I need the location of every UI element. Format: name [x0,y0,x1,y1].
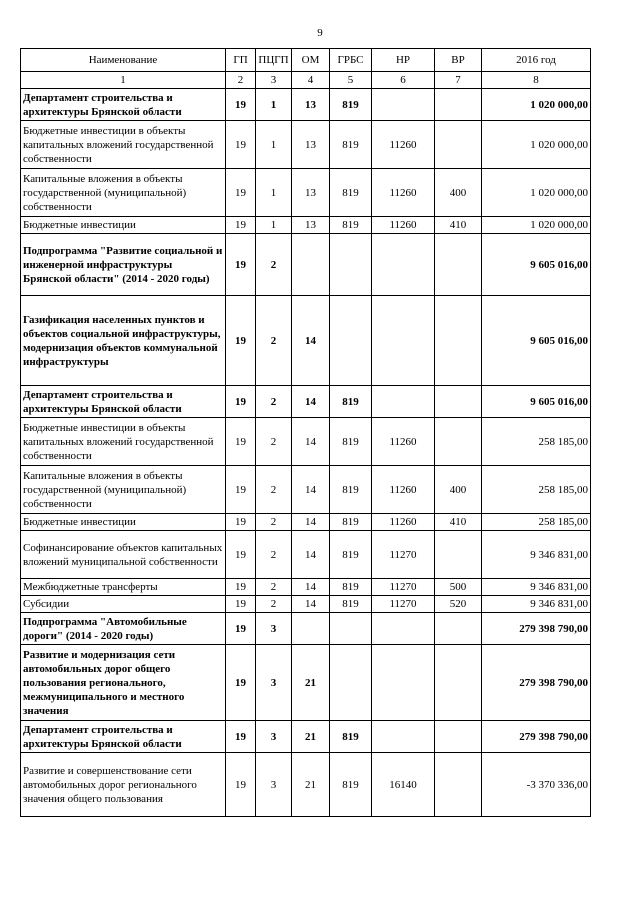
row-grbs: 819 [330,596,372,613]
row-grbs [330,613,372,645]
row-grbs: 819 [330,217,372,234]
row-nr [372,296,435,386]
table-row [21,466,591,514]
row-pgp: 3 [256,645,292,721]
row-gp: 19 [226,386,256,418]
row-amount: 279 398 790,00 [482,645,591,721]
row-vr: 410 [435,217,482,234]
row-amount: 9 605 016,00 [482,234,591,296]
row-grbs: 819 [330,386,372,418]
row-nr: 11270 [372,531,435,579]
row-gp: 19 [226,613,256,645]
row-grbs: 819 [330,466,372,514]
row-pgp: 3 [256,721,292,753]
row-name: Развитие и совершенствование сети автомобильных дорог регионального значения общего пользования [21,753,226,817]
row-om: 14 [292,531,330,579]
row-gp: 19 [226,89,256,121]
column-number: 1 [21,72,226,89]
budget-table [20,48,591,817]
row-gp: 19 [226,721,256,753]
table-row [21,753,591,817]
row-grbs: 819 [330,531,372,579]
row-amount: 9 346 831,00 [482,596,591,613]
row-nr [372,645,435,721]
column-number: 8 [482,72,591,89]
row-pgp: 2 [256,514,292,531]
row-vr: 410 [435,514,482,531]
column-number: 5 [330,72,372,89]
row-amount: 258 185,00 [482,418,591,466]
row-vr [435,721,482,753]
row-name: Бюджетные инвестиции в объекты капитальных вложений государственной собственности [21,418,226,466]
row-amount: 9 346 831,00 [482,579,591,596]
row-grbs: 819 [330,89,372,121]
row-nr [372,613,435,645]
row-amount: 9 605 016,00 [482,296,591,386]
row-amount: 1 020 000,00 [482,217,591,234]
row-om [292,613,330,645]
row-name: Департамент строительства и архитектуры Брянской области [21,89,226,121]
row-pgp: 2 [256,234,292,296]
row-pgp: 1 [256,89,292,121]
row-gp: 19 [226,217,256,234]
row-om: 14 [292,579,330,596]
row-gp: 19 [226,514,256,531]
row-name: Подпрограмма "Автомобильные дороги" (2014 - 2020 годы) [21,613,226,645]
row-pgp: 3 [256,613,292,645]
row-name: Капитальные вложения в объекты государственной (муниципальной) собственности [21,466,226,514]
table-row [21,613,591,645]
row-pgp: 2 [256,296,292,386]
row-nr: 11260 [372,121,435,169]
row-pgp: 2 [256,466,292,514]
table-row [21,89,591,121]
row-pgp: 3 [256,753,292,817]
table-row [21,645,591,721]
row-om: 14 [292,418,330,466]
column-number: 3 [256,72,292,89]
row-name: Бюджетные инвестиции в объекты капитальных вложений государственной собственности [21,121,226,169]
row-name: Бюджетные инвестиции [21,217,226,234]
row-om: 13 [292,89,330,121]
row-nr: 11260 [372,466,435,514]
header-om: ОМ [292,49,330,72]
row-vr: 520 [435,596,482,613]
row-pgp: 2 [256,418,292,466]
page-number: 9 [317,27,323,39]
header-grbs: ГРБС [330,49,372,72]
row-grbs: 819 [330,169,372,217]
row-om: 13 [292,121,330,169]
table-row [21,121,591,169]
row-amount: 1 020 000,00 [482,121,591,169]
row-name: Департамент строительства и архитектуры Брянской области [21,386,226,418]
row-gp: 19 [226,234,256,296]
row-nr [372,234,435,296]
row-nr [372,721,435,753]
row-grbs: 819 [330,753,372,817]
row-name: Бюджетные инвестиции [21,514,226,531]
row-amount: 279 398 790,00 [482,613,591,645]
row-vr: 400 [435,466,482,514]
row-gp: 19 [226,579,256,596]
row-pgp: 1 [256,169,292,217]
table-row [21,579,591,596]
row-om: 14 [292,386,330,418]
row-pgp: 2 [256,531,292,579]
row-pgp: 1 [256,217,292,234]
row-name: Развитие и модернизация сети автомобильных дорог общего пользования регионального, межмуниципального и местного значения [21,645,226,721]
row-name: Субсидии [21,596,226,613]
table-row [21,418,591,466]
row-vr: 400 [435,169,482,217]
row-om [292,234,330,296]
row-pgp: 1 [256,121,292,169]
row-grbs [330,645,372,721]
row-gp: 19 [226,418,256,466]
table-row [21,169,591,217]
column-number: 4 [292,72,330,89]
header-vr: ВР [435,49,482,72]
row-gp: 19 [226,296,256,386]
row-nr: 11260 [372,169,435,217]
row-name: Капитальные вложения в объекты государственной (муниципальной) собственности [21,169,226,217]
row-nr [372,386,435,418]
row-amount: -3 370 336,00 [482,753,591,817]
row-vr [435,234,482,296]
row-gp: 19 [226,596,256,613]
row-vr [435,121,482,169]
row-grbs: 819 [330,121,372,169]
table-row [21,234,591,296]
row-om: 21 [292,721,330,753]
row-nr: 11260 [372,418,435,466]
header-pgp: ПЦГП [256,49,292,72]
row-vr [435,645,482,721]
row-gp: 19 [226,753,256,817]
row-amount: 258 185,00 [482,514,591,531]
row-pgp: 2 [256,386,292,418]
row-amount: 9 346 831,00 [482,531,591,579]
table-row [21,217,591,234]
row-gp: 19 [226,466,256,514]
header-name: Наименование [21,49,226,72]
header-nr: НР [372,49,435,72]
row-name: Департамент строительства и архитектуры Брянской области [21,721,226,753]
table-row [21,386,591,418]
row-om: 14 [292,514,330,531]
row-vr [435,89,482,121]
row-om: 21 [292,645,330,721]
row-name: Межбюджетные трансферты [21,579,226,596]
row-vr [435,531,482,579]
row-nr: 11270 [372,596,435,613]
row-amount: 9 605 016,00 [482,386,591,418]
table-header-row [21,49,591,72]
row-vr [435,296,482,386]
table-row [21,596,591,613]
row-grbs: 819 [330,721,372,753]
column-number-row [21,72,591,89]
column-number: 6 [372,72,435,89]
row-om: 13 [292,169,330,217]
table-row [21,514,591,531]
row-gp: 19 [226,121,256,169]
row-grbs: 819 [330,418,372,466]
table-row [21,531,591,579]
column-number: 2 [226,72,256,89]
row-grbs [330,234,372,296]
row-grbs: 819 [330,579,372,596]
row-om: 13 [292,217,330,234]
row-pgp: 2 [256,579,292,596]
row-om: 14 [292,466,330,514]
row-vr: 500 [435,579,482,596]
row-amount: 1 020 000,00 [482,89,591,121]
row-amount: 258 185,00 [482,466,591,514]
row-name: Софинансирование объектов капитальных вложений муниципальной собственности [21,531,226,579]
row-om: 14 [292,596,330,613]
row-grbs: 819 [330,514,372,531]
header-year: 2016 год [482,49,591,72]
table-row [21,721,591,753]
row-nr [372,89,435,121]
row-nr: 11260 [372,514,435,531]
row-amount: 1 020 000,00 [482,169,591,217]
table-row [21,296,591,386]
row-gp: 19 [226,531,256,579]
row-nr: 16140 [372,753,435,817]
row-gp: 19 [226,169,256,217]
row-gp: 19 [226,645,256,721]
row-vr [435,613,482,645]
row-vr [435,753,482,817]
column-number: 7 [435,72,482,89]
row-om: 14 [292,296,330,386]
row-vr [435,418,482,466]
row-grbs [330,296,372,386]
row-amount: 279 398 790,00 [482,721,591,753]
row-nr: 11270 [372,579,435,596]
row-name: Газификация населенных пунктов и объектов социальной инфраструктуры, модернизация объектов коммунальной инфраструктуры [21,296,226,386]
row-pgp: 2 [256,596,292,613]
row-om: 21 [292,753,330,817]
row-nr: 11260 [372,217,435,234]
row-name: Подпрограмма "Развитие социальной и инженерной инфраструктуры Брянской области" (2014 - 2020 годы) [21,234,226,296]
row-vr [435,386,482,418]
header-gp: ГП [226,49,256,72]
